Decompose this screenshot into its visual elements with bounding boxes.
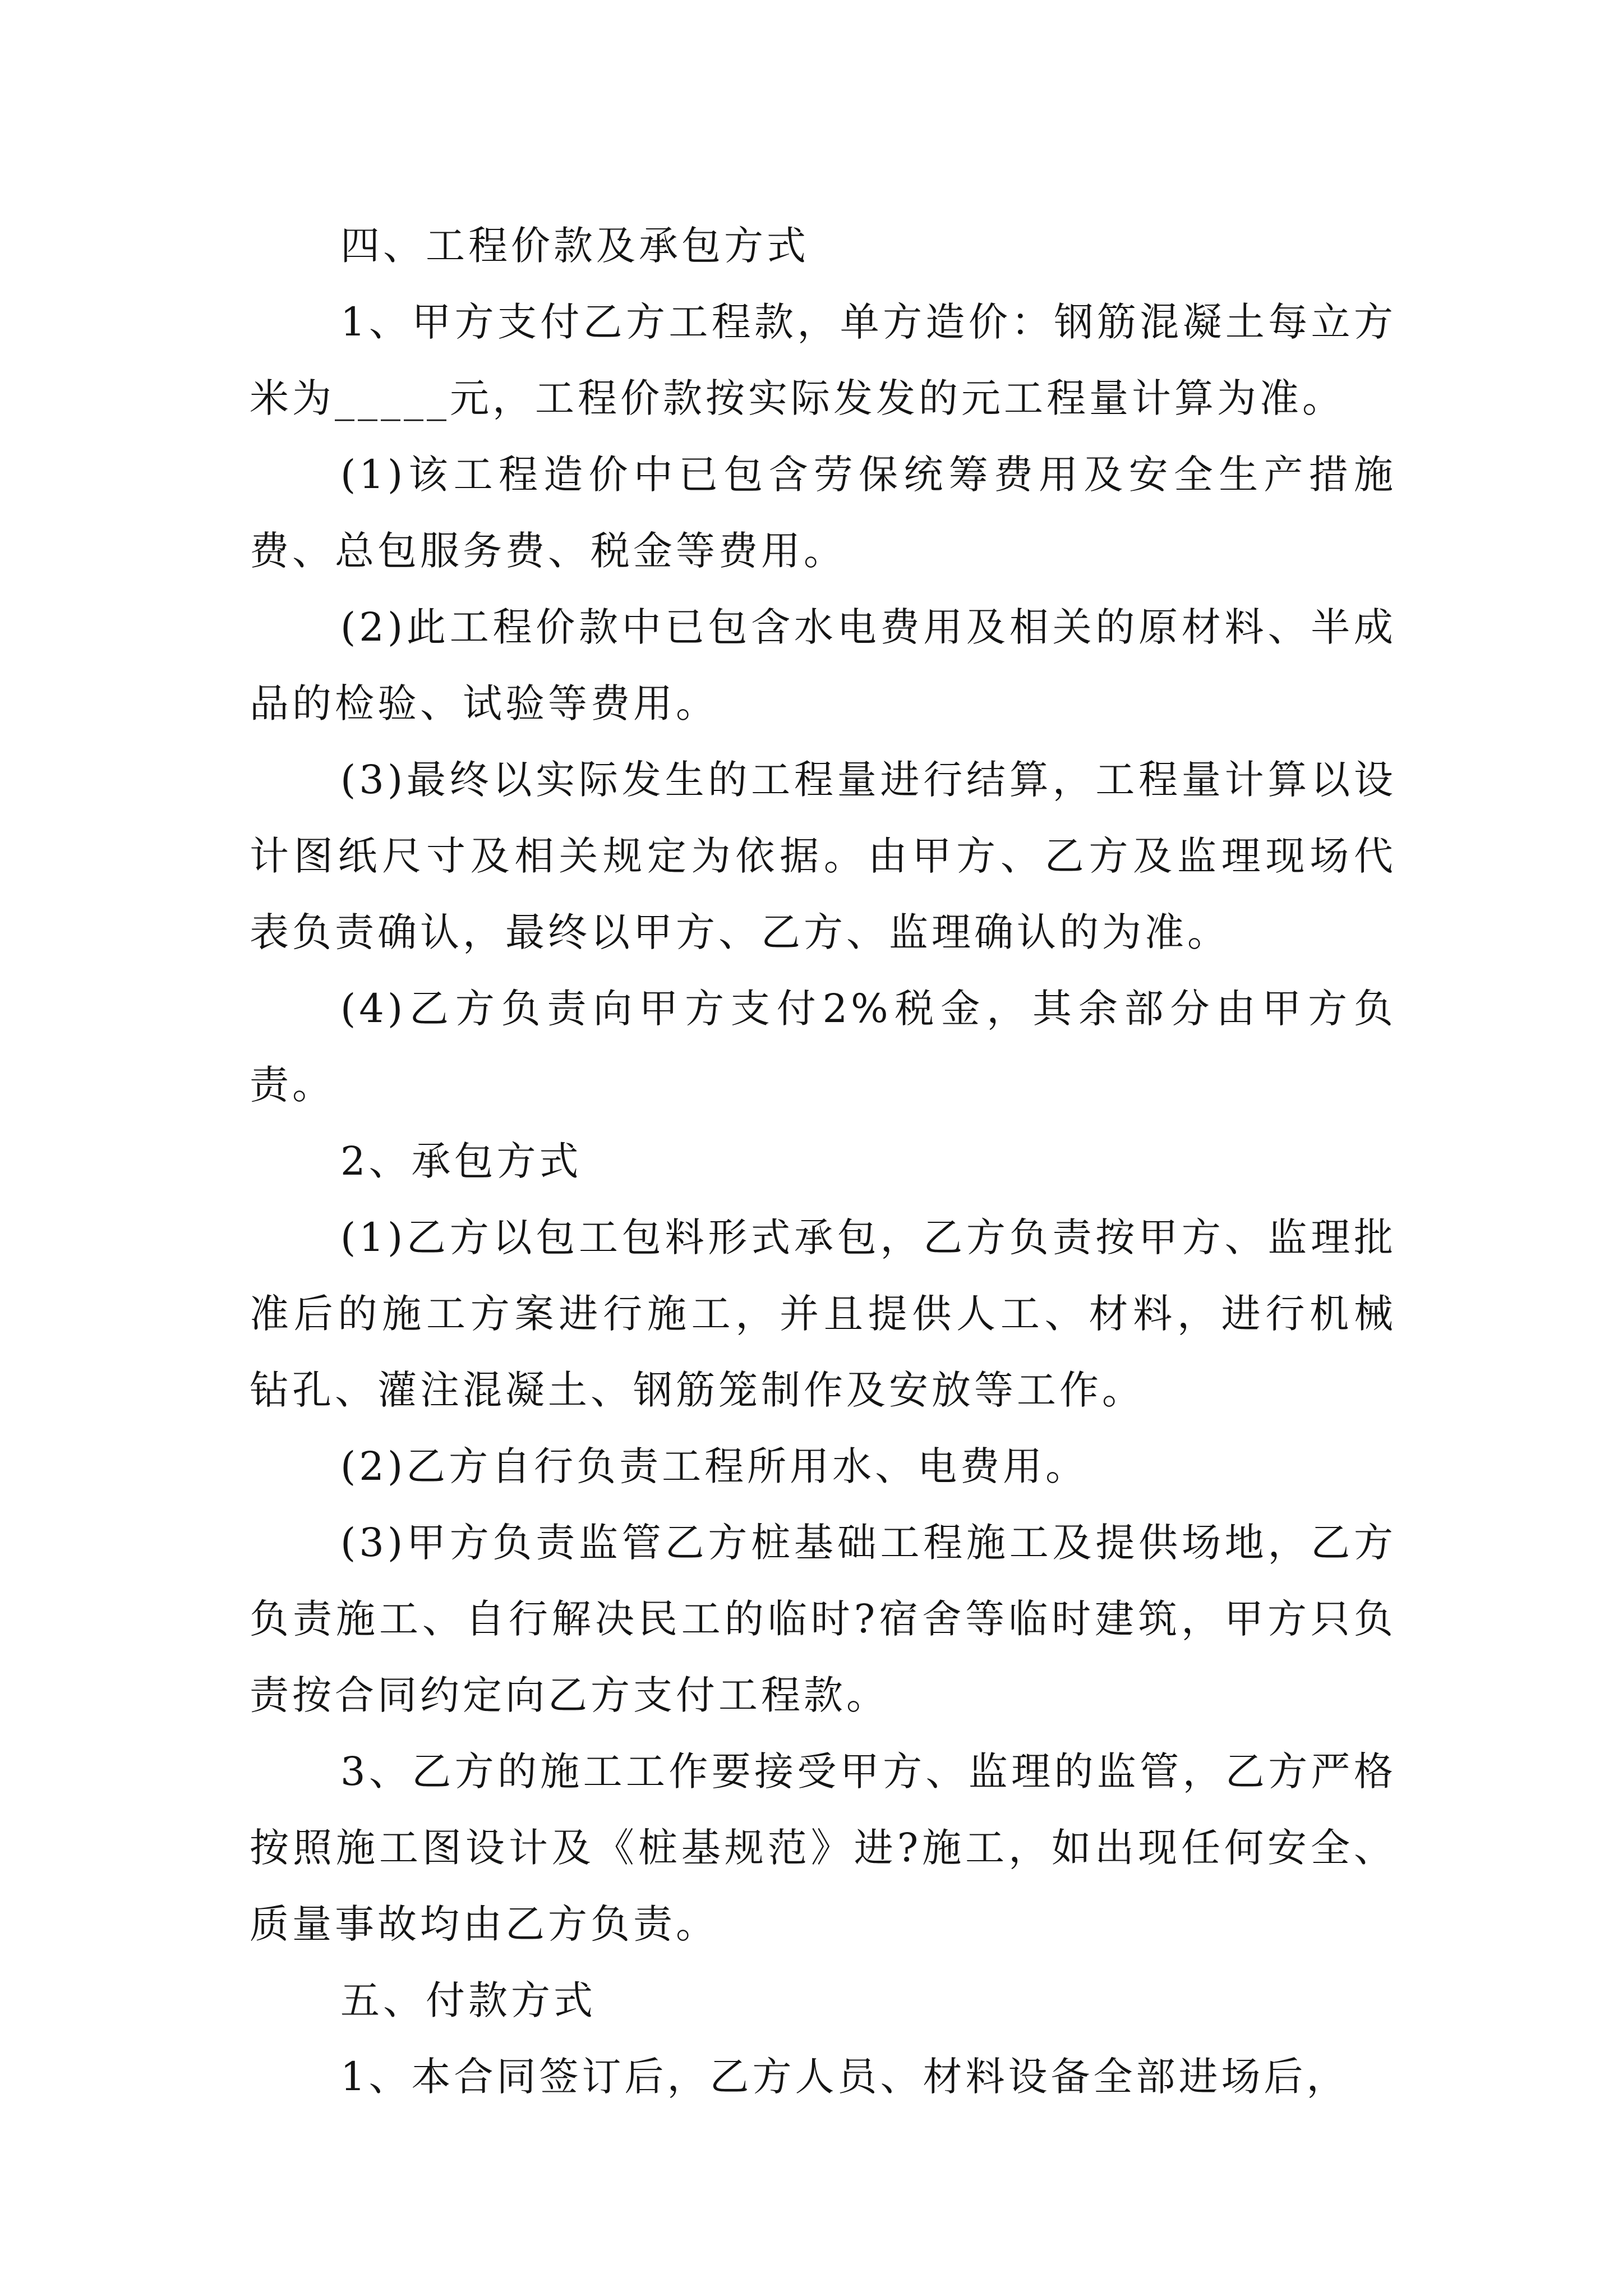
paragraph-method-item-1: (1)乙方以包工包料形式承包，乙方负责按甲方、监理批准后的施工方案进行施工，并且提供人工、材料，进行机械钻孔、灌注混凝土、钢筋笼制作及安放等工作。 <box>250 1214 1396 1413</box>
paragraph-price-item-2: (2)此工程价款中已包含水电费用及相关的原材料、半成品的检验、试验等费用。 <box>250 604 1396 726</box>
paragraph-price-item-4: (4)乙方负责向甲方支付2%税金，其余部分由甲方负责。 <box>250 986 1396 1108</box>
document-body <box>250 208 1396 2115</box>
paragraph-price-item-1: (1)该工程造价中已包含劳保统筹费用及安全生产措施费、总包服务费、税金等费用。 <box>250 452 1396 574</box>
subheading-contract-method: 2、承包方式 <box>340 1138 582 1184</box>
paragraph-supervision: 3、乙方的施工工作要接受甲方、监理的监管，乙方严格按照施工图设计及《桩基规范》进?施工，如出现任何安全、质量事故均由乙方负责。 <box>250 1749 1396 1947</box>
paragraph-payment-item-1: 1、本合同签订后，乙方人员、材料设备全部进场后， <box>340 2054 1349 2100</box>
section-heading-4: 四、工程价款及承包方式 <box>340 223 809 269</box>
section-heading-5: 五、付款方式 <box>340 1977 596 2023</box>
paragraph-method-item-2: (2)乙方自行负责工程所用水、电费用。 <box>340 1443 1089 1489</box>
paragraph-price: 1、甲方支付乙方工程款，单方造价：钢筋混凝土每立方米为_____元，工程价款按实际发发的元工程量计算为准。 <box>250 299 1396 421</box>
paragraph-price-item-3: (3)最终以实际发生的工程量进行结算，工程量计算以设计图纸尺寸及相关规定为依据。由甲方、乙方及监理现场代表负责确认，最终以甲方、乙方、监理确认的为准。 <box>250 757 1396 955</box>
paragraph-method-item-3: (3)甲方负责监管乙方桩基础工程施工及提供场地，乙方负责施工、自行解决民工的临时?宿舍等临时建筑，甲方只负责按合同约定向乙方支付工程款。 <box>250 1520 1396 1718</box>
